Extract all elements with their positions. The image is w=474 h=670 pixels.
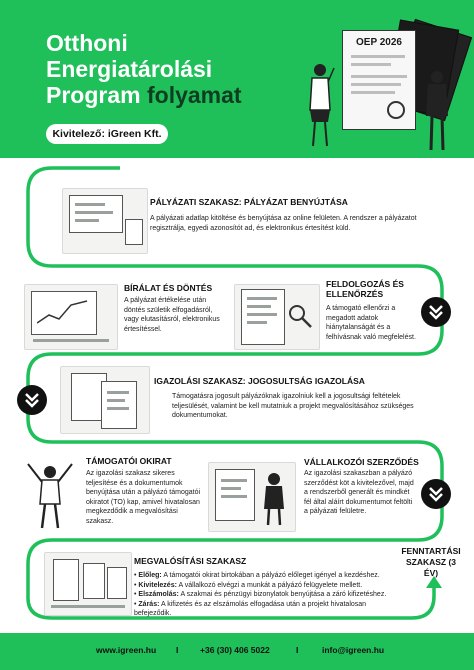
footer-separator: I bbox=[296, 645, 299, 655]
step2-title: BÍRÁLAT ÉS DÖNTÉS bbox=[124, 283, 213, 293]
step7-title: MEGVALÓSÍTÁSI SZAKASZ bbox=[134, 556, 247, 566]
phone-number[interactable]: +36 (30) 406 5022 bbox=[200, 645, 270, 655]
title-line-1: Otthoni bbox=[46, 30, 128, 56]
bullet-advance: • Előleg: A támogatói okirat birtokában a pályázó előleget igényel a kezdéshez. bbox=[134, 572, 380, 579]
step4-title: IGAZOLÁSI SZAKASZ: JOGOSULTSÁG IGAZOLÁSA bbox=[154, 376, 365, 386]
chevron-down-icon bbox=[421, 479, 451, 509]
step7-bullets bbox=[134, 571, 396, 619]
maintenance-label: FENNTARTÁSI SZAKASZ (3 ÉV) bbox=[401, 546, 461, 578]
step4-text: Támogatásra jogosult pályázóknak igazolniuk kell a jogosultsági feltételek teljesülését, valamint be kell mutatniuk a projekt megvalósításához szükséges dokumentumokat. bbox=[172, 393, 414, 419]
step3-title: FELDOLGOZÁS ÉS ELLENŐRZÉS bbox=[326, 279, 404, 299]
contractor-badge: Kivitelező: iGreen Kft. bbox=[46, 124, 168, 144]
bullet-closing: • Zárás: A kifizetés és az elszámolás elfogadása után a projekt hivatalosan befejeződik. bbox=[134, 600, 367, 617]
website-link[interactable]: www.igreen.hu bbox=[96, 645, 157, 655]
celebrating-person-icon bbox=[22, 458, 78, 530]
step3-illustration bbox=[234, 284, 320, 350]
step6-title: VÁLLALKOZÓI SZERZŐDÉS bbox=[304, 457, 419, 467]
step6-illustration bbox=[208, 462, 296, 532]
step7-illustration bbox=[44, 552, 132, 616]
step4-illustration bbox=[60, 366, 150, 434]
chevron-down-icon bbox=[17, 385, 47, 415]
step1-title: PÁLYÁZATI SZAKASZ: PÁLYÁZAT BENYÚJTÁSA bbox=[150, 197, 348, 207]
step2-text: A pályázat értékelése után döntés születik elfogadásról, vagy elutasításról, elektronikus értesítéssel. bbox=[124, 297, 220, 333]
footer-bar bbox=[0, 633, 474, 670]
title-highlight: folyamat bbox=[146, 82, 242, 108]
step6-text: Az igazolási szakaszban a pályázó szerződést köt a kivitelezővel, majd a rendszerből generált és mindkét fél által aláírt dokumentumot feltölti a pályázati felületre. bbox=[304, 470, 414, 515]
step5-text: Az igazolási szakasz sikeres teljesítése és a dokumentumok benyújtása után a pályázó támogatói okiratot (TO) kap, amivel hivatalosan megkezdődik a megvalósítási szakasz. bbox=[86, 470, 201, 525]
step3-text: A támogató ellenőrzi a megadott adatok hiánytalanságát és a felhívásnak való megfelelést. bbox=[326, 305, 416, 341]
email-link[interactable]: info@igreen.hu bbox=[322, 645, 385, 655]
chevron-down-icon bbox=[421, 297, 451, 327]
footer-separator: I bbox=[176, 645, 179, 655]
title-line-3: Program folyamat bbox=[46, 82, 242, 108]
bullet-settlement: • Elszámolás: A szakmai és pénzügyi bizonylatok benyújtása a záró kifizetéshez. bbox=[134, 591, 387, 598]
title-line-2: Energiatárolási bbox=[46, 56, 213, 82]
step1-illustration bbox=[62, 188, 148, 254]
step2-illustration bbox=[24, 284, 118, 350]
bullet-construction: • Kivitelezés: A vállalkozó elvégzi a munkát a pályázó felügyelete mellett. bbox=[134, 581, 363, 589]
step5-title: TÁMOGATÓI OKIRAT bbox=[86, 456, 172, 466]
step1-text: A pályázati adatlap kitöltése és benyújtása az online felületen. A rendszer a pályázatot regisztrálja, egyedi azonosítót ad, és elektronikus értesítést küld. bbox=[150, 215, 417, 232]
document-label: OEP 2026 bbox=[356, 37, 402, 48]
